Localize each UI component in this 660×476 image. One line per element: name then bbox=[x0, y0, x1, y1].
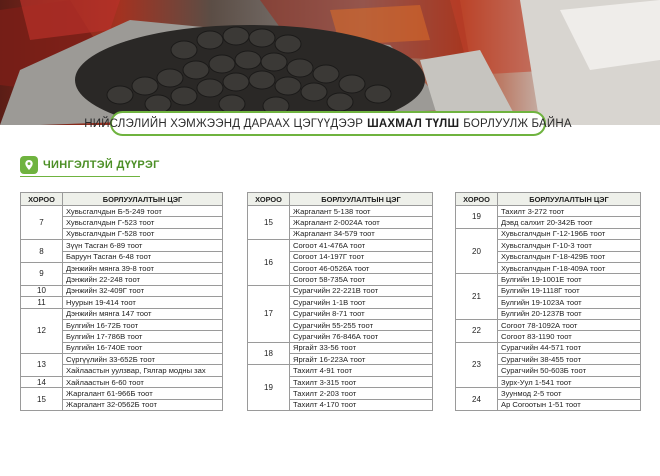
sales-point: Согоот 41-476А тоот bbox=[290, 240, 433, 251]
khoroo-number: 14 bbox=[21, 376, 63, 387]
khoroo-number: 13 bbox=[21, 354, 63, 377]
sales-point: Жаргалант 61-966Б тоот bbox=[63, 388, 223, 399]
sales-point: Ар Согоотын 1-51 тоот bbox=[498, 399, 641, 410]
header-khoroo: ХОРОО bbox=[456, 193, 498, 206]
points-table bbox=[247, 192, 433, 411]
sales-point: Дэнжийн мянга 39-8 тоот bbox=[63, 262, 223, 273]
header-point: БОРЛУУЛАЛТЫН ЦЭГ bbox=[290, 193, 433, 206]
table-row bbox=[248, 285, 433, 296]
sales-point: Булгийн 19-1023А тоот bbox=[498, 297, 641, 308]
table-row bbox=[456, 228, 641, 239]
khoroo-number: 8 bbox=[21, 240, 63, 263]
sales-point: Зуунмод 2-5 тоот bbox=[498, 388, 641, 399]
table-row bbox=[21, 285, 223, 296]
sales-point: Зүүн Тасган 6-89 тоот bbox=[63, 240, 223, 251]
sales-point: Сүргүүлийн 33-652Б тоот bbox=[63, 354, 223, 365]
sales-point: Зурх-Уул 1-541 тоот bbox=[498, 376, 641, 387]
khoroo-number: 17 bbox=[248, 285, 290, 342]
table-row bbox=[248, 365, 433, 376]
sales-point: Сурагчийн 76-846А тоот bbox=[290, 331, 433, 342]
table-row bbox=[21, 308, 223, 319]
sales-point: Нуурын 19-414 тоот bbox=[63, 297, 223, 308]
sales-point: Жаргалант 5-138 тоот bbox=[290, 206, 433, 217]
header-khoroo: ХОРОО bbox=[248, 193, 290, 206]
khoroo-number: 19 bbox=[456, 206, 498, 229]
sales-point: Хайлаастын уулзвар, Гялгар модны зах bbox=[63, 365, 223, 376]
location-pin-icon bbox=[20, 156, 38, 174]
banner-lead-text: НИЙСЛЭЛИЙН ХЭМЖЭЭНД ДАРААХ ЦЭГҮҮДЭЭР bbox=[84, 117, 364, 130]
sales-point: Согоот 14-197Г тоот bbox=[290, 251, 433, 262]
khoroo-number: 22 bbox=[456, 319, 498, 342]
khoroo-number: 23 bbox=[456, 342, 498, 388]
sales-point: Хувьсгалчдын Г-18-409А тоот bbox=[498, 262, 641, 273]
sales-point: Жаргалант 34-579 тоот bbox=[290, 228, 433, 239]
khoroo-number: 15 bbox=[248, 206, 290, 240]
coal-briquettes-illustration bbox=[0, 0, 660, 125]
banner-product-text: ШАХМАЛ ТҮЛШ bbox=[367, 117, 460, 130]
khoroo-number: 9 bbox=[21, 262, 63, 285]
table-row bbox=[21, 206, 223, 217]
header-point: БОРЛУУЛАЛТЫН ЦЭГ bbox=[498, 193, 641, 206]
sales-point: Дэвд салхит 20-342Б тоот bbox=[498, 217, 641, 228]
khoroo-number: 21 bbox=[456, 274, 498, 320]
hero-photo bbox=[0, 0, 660, 125]
sales-point: Булгийн 17-786В тоот bbox=[63, 331, 223, 342]
sales-point: Хувьсгалчдын Г-18-429Б тоот bbox=[498, 251, 641, 262]
table-row bbox=[21, 354, 223, 365]
table-row bbox=[21, 262, 223, 273]
banner-tail-text: БОРЛУУЛЖ БАЙНА bbox=[463, 117, 572, 130]
sales-point: Дэнжийн мянга 147 тоот bbox=[63, 308, 223, 319]
sales-point: Сурагчийн 8-71 тоот bbox=[290, 308, 433, 319]
table-row bbox=[21, 388, 223, 399]
sales-point: Согоот 78-1092А тоот bbox=[498, 319, 641, 330]
points-table-1 bbox=[20, 192, 223, 411]
khoroo-number: 19 bbox=[248, 365, 290, 411]
table-row bbox=[456, 206, 641, 217]
sales-point: Булгийн 16-740Е тоот bbox=[63, 342, 223, 353]
table-row bbox=[21, 376, 223, 387]
sales-point: Согоот 58-735А тоот bbox=[290, 274, 433, 285]
district-underline bbox=[20, 176, 140, 177]
sales-point: Жаргалант 2-0024А тоот bbox=[290, 217, 433, 228]
khoroo-number: 18 bbox=[248, 342, 290, 365]
sales-point: Сурагчийн 1-1В тоот bbox=[290, 297, 433, 308]
khoroo-number: 15 bbox=[21, 388, 63, 411]
district-name: ЧИНГЭЛТЭЙ ДҮҮРЭГ bbox=[43, 159, 160, 171]
sales-point: Хувьсгалчдын Г-528 тоот bbox=[63, 228, 223, 239]
sales-point: Сурагчийн 55-255 тоот bbox=[290, 319, 433, 330]
sales-point: Дэнжийн 22-248 тоот bbox=[63, 274, 223, 285]
sales-point: Согоот 83-1190 тоот bbox=[498, 331, 641, 342]
sales-point: Тахилт 2-203 тоот bbox=[290, 388, 433, 399]
khoroo-number: 24 bbox=[456, 388, 498, 411]
points-table bbox=[455, 192, 641, 411]
table-row bbox=[248, 240, 433, 251]
header-khoroo: ХОРОО bbox=[21, 193, 63, 206]
sales-point: Булгийн 19-1118Г тоот bbox=[498, 285, 641, 296]
sales-point: Согоот 46-0526А тоот bbox=[290, 262, 433, 273]
table-row bbox=[21, 297, 223, 308]
sales-point: Тахилт 3-315 тоот bbox=[290, 376, 433, 387]
sales-point: Тахилт 4-170 тоот bbox=[290, 399, 433, 410]
sales-point: Сурагчийн 50-603Б тоот bbox=[498, 365, 641, 376]
points-table-3 bbox=[455, 192, 641, 411]
points-table bbox=[20, 192, 223, 411]
header-point: БОРЛУУЛАЛТЫН ЦЭГ bbox=[63, 193, 223, 206]
sales-point: Яргайт 16-223А тоот bbox=[290, 354, 433, 365]
sales-point: Булгийн 16-72Б тоот bbox=[63, 319, 223, 330]
sales-point: Тахилт 3-272 тоот bbox=[498, 206, 641, 217]
khoroo-number: 7 bbox=[21, 206, 63, 240]
khoroo-number: 11 bbox=[21, 297, 63, 308]
sales-point: Булгийн 20-1237В тоот bbox=[498, 308, 641, 319]
sales-point: Жаргалант 32-0562Б тоот bbox=[63, 399, 223, 410]
khoroo-number: 20 bbox=[456, 228, 498, 274]
sales-point: Сурагчийн 38-455 тоот bbox=[498, 354, 641, 365]
khoroo-number: 12 bbox=[21, 308, 63, 354]
table-row bbox=[456, 274, 641, 285]
sales-point: Хайлаастын 6-60 тоот bbox=[63, 376, 223, 387]
table-row bbox=[456, 342, 641, 353]
title-banner bbox=[84, 111, 572, 136]
khoroo-number: 16 bbox=[248, 240, 290, 286]
sales-point: Баруун Тасган 6-48 тоот bbox=[63, 251, 223, 262]
sales-point: Сурагчийн 22-221В тоот bbox=[290, 285, 433, 296]
sales-point: Хувьсгалчдын Г-12-196Б тоот bbox=[498, 228, 641, 239]
sales-point: Хувьсгалчдын Г-10-3 тоот bbox=[498, 240, 641, 251]
table-row bbox=[248, 342, 433, 353]
sales-point: Хувьсгалчдын Г-523 тоот bbox=[63, 217, 223, 228]
table-row bbox=[21, 240, 223, 251]
district-heading bbox=[20, 156, 160, 174]
sales-point: Дэнжийн 32-409Г тоот bbox=[63, 285, 223, 296]
sales-point: Хувьсгалчдын Б-5-249 тоот bbox=[63, 206, 223, 217]
table-row bbox=[248, 206, 433, 217]
points-table-2 bbox=[247, 192, 433, 411]
sales-point: Тахилт 4-91 тоот bbox=[290, 365, 433, 376]
sales-point: Сурагчийн 44-571 тоот bbox=[498, 342, 641, 353]
khoroo-number: 10 bbox=[21, 285, 63, 296]
table-row bbox=[456, 388, 641, 399]
sales-point: Булгийн 19-1001Е тоот bbox=[498, 274, 641, 285]
table-row bbox=[456, 319, 641, 330]
sales-point: Яргайт 33-56 тоот bbox=[290, 342, 433, 353]
